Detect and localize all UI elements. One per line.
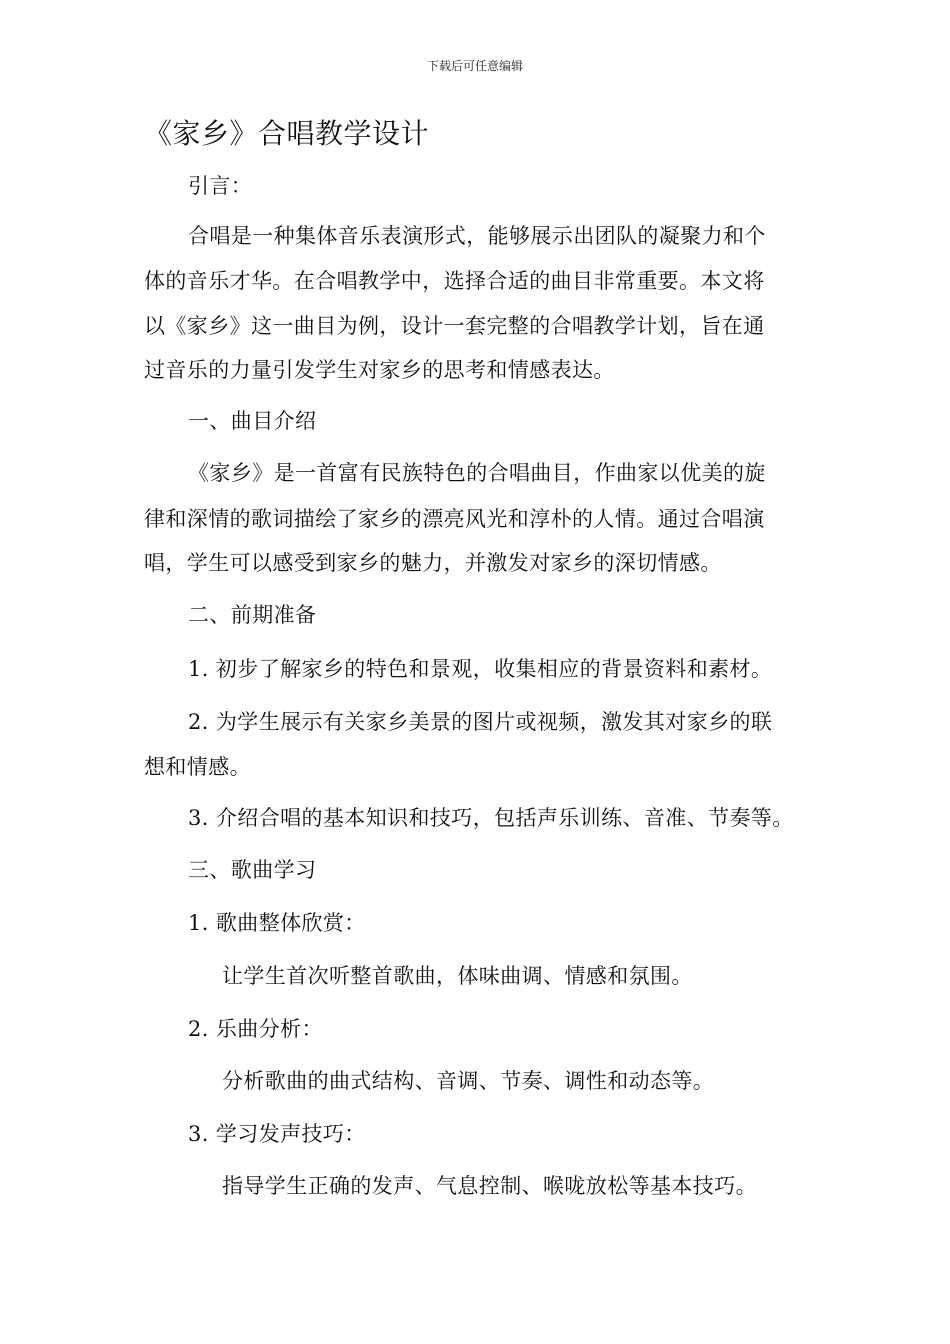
section1-heading: 一、曲目介绍	[188, 409, 317, 433]
section3-item-3-text: 指导学生正确的发声、气息控制、喉咙放松等基本技巧。	[222, 1174, 757, 1198]
intro-line-2: 体的音乐才华。在合唱教学中，选择合适的曲目非常重要。本文将	[144, 269, 765, 293]
intro-heading: 引言：	[188, 174, 253, 198]
section2-heading: 二、前期准备	[188, 603, 317, 627]
section3-item-1-text: 让学生首次听整首歌曲，体味曲调、情感和氛围。	[222, 964, 693, 988]
section3-item-2-text: 分析歌曲的曲式结构、音调、节奏、调性和动态等。	[222, 1069, 715, 1093]
section1-line-3: 唱，学生可以感受到家乡的魅力，并激发对家乡的深切情感。	[144, 551, 722, 575]
intro-line-4: 过音乐的力量引发学生对家乡的思考和情感表达。	[144, 358, 615, 382]
section3-item-2-title: 2. 乐曲分析：	[188, 1017, 323, 1041]
section2-item-2-line-2: 想和情感。	[144, 755, 251, 779]
page-header-note: 下载后可任意编辑	[426, 59, 523, 73]
intro-line-1: 合唱是一种集体音乐表演形式，能够展示出团队的凝聚力和个	[188, 224, 766, 248]
section3-item-3-title: 3. 学习发声技巧：	[188, 1122, 366, 1146]
section3-item-1-title: 1. 歌曲整体欣赏：	[188, 911, 366, 935]
intro-line-3: 以《家乡》这一曲目为例，设计一套完整的合唱教学计划，旨在通	[144, 314, 765, 338]
document-title: 《家乡》合唱教学设计	[144, 117, 430, 150]
section1-line-1: 《家乡》是一首富有民族特色的合唱曲目，作曲家以优美的旋	[188, 461, 766, 485]
section2-item-3: 3. 介绍合唱的基本知识和技巧，包括声乐训练、音准、节奏等。	[188, 806, 794, 830]
section1-line-2: 律和深情的歌词描绘了家乡的漂亮风光和淳朴的人情。通过合唱演	[144, 507, 765, 531]
section2-item-1: 1. 初步了解家乡的特色和景观，收集相应的背景资料和素材。	[188, 657, 773, 681]
section2-item-2-line-1: 2. 为学生展示有关家乡美景的图片或视频，激发其对家乡的联	[188, 710, 773, 734]
section3-heading: 三、歌曲学习	[188, 858, 317, 882]
